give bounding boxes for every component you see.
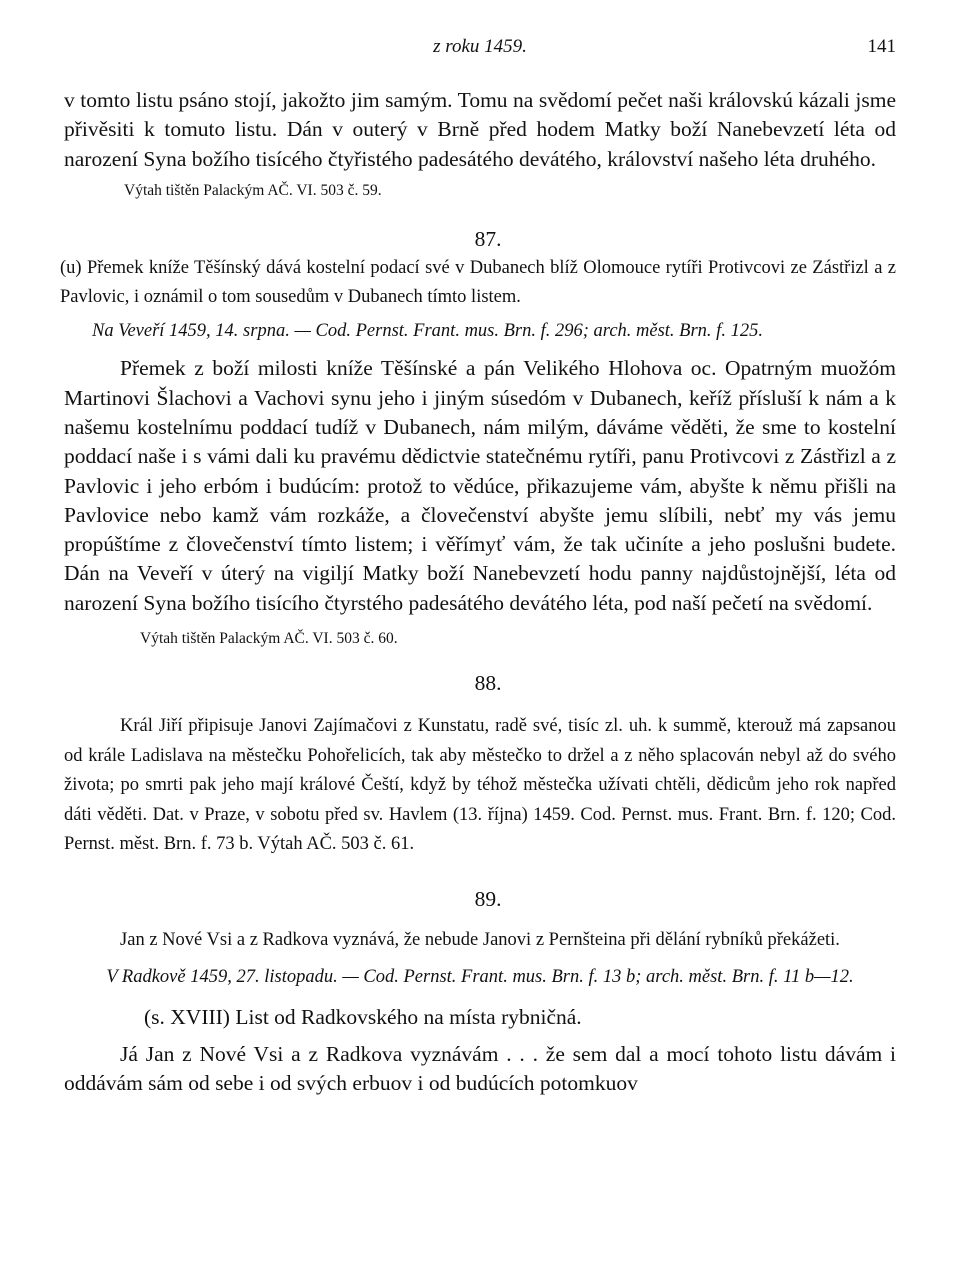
running-title: z roku 1459. bbox=[433, 36, 527, 57]
section-87-regest: (u) Přemek kníže Těšínský dává kostelní podací své v Dubanech blíž Olomouce rytíři Protivcovi ze Zástřizl a z Pavlovic, i oznámil o tom sousedům v Dubanech tímto listem. bbox=[60, 257, 896, 308]
section-number-88: 88. bbox=[474, 671, 502, 696]
section-89-source: V Radkově 1459, 27. listopadu. — Cod. Pernst. Frant. mus. Brn. f. 13 b; arch. měst. Brn. f. 11 b—12. bbox=[106, 967, 854, 988]
section-number-89: 89. bbox=[474, 886, 502, 911]
section-88-text: Král Jiří připisuje Janovi Zajímačovi z Kunstatu, radě své, tisíc zl. uh. k summě, kterouž má zapsanou od krále Ladislava na městečku Pohořelicích, tak aby městečko to držel a z něho splacován nebyl až do svého života; po smrti pak jeho mají králové Čeští, když by téhož městečka užívati chtěli, dědicům jeho rok napřed dáti věděti. Dat. v Praze, v sobotu před sv. Havlem (13. října) 1459. Cod. Pernst. mus. Frant. Brn. f. 120; Cod. Pernst. měst. Brn. f. 73 b. Výtah AČ. 503 č. 61. bbox=[64, 716, 896, 855]
section-89-text: Já Jan z Nové Vsi a z Radkova vyznávám . . . že sem dal a mocí tohoto listu dávám i oddávám sám od sebe i od svých erbuov i od budúcích potomkuov bbox=[64, 1041, 896, 1096]
intro-print-note: Výtah tištěn Palackým AČ. VI. 503 č. 59. bbox=[124, 181, 382, 199]
section-87-text: Přemek z boží milosti kníže Těšínské a pán Velikého Hlohova oc. Opatrným muožóm Martinovi Šlachovi a Vachovi synu jeho i jiným súsedóm v Dubanech, keříž přísluší k nám a k našemu kostelnímu poddací tudíž v Dubanech, nám milým, dáváme věděti, že sme to kostelní poddací naše i s vámi dali ku pravému dědictvie statečnému rytíři, panu Protivcovi z Zástřizl a z Pavlovic i jeho erbóm i budúcím: protož to vědúce, přikazujeme vám, abyšte k němu přišli na Pavlovice nebo kamž vám rozkáže, a človečenství abyšte jemu slíbili, nebť my vás jemu propúštíme z človečenství tímto listem; i věřímyť vám, že tak učiníte a jeho poslušni budete. Dán na Veveří v úterý na vigiljí Matky boží Nanebevzetí hodu panny najdůstojnější, léta od narození Syna božího tisícího čtyrstého padesátého devátého léta, pod naší pečetí na svědomí. bbox=[64, 356, 896, 615]
section-number-87: 87. bbox=[474, 226, 502, 251]
section-87-source: Na Veveří 1459, 14. srpna. — Cod. Pernst. Frant. mus. Brn. f. 296; arch. měst. Brn. f. 125. bbox=[92, 320, 763, 341]
running-header bbox=[64, 36, 896, 70]
intro-paragraph: v tomto listu psáno stojí, jakožto jim samým. Tomu na svědomí pečet naši královskú kázali jsme přivěsiti k tomuto listu. Dán v outerý v Brně před hodem Matky boží Nanebevzetí léta od narození Syna božího tisícého čtyřistého padesátého devátého, království našeho léta druhého. bbox=[64, 88, 896, 171]
page-number: 141 bbox=[867, 36, 896, 57]
section-89-heading: (s. XVIII) List od Radkovského na místa rybničná. bbox=[144, 1004, 582, 1029]
section-87-print-note: Výtah tištěn Palackým AČ. VI. 503 č. 60. bbox=[140, 630, 398, 648]
section-89-regest: Jan z Nové Vsi a z Radkova vyznává, že nebude Janovi z Pernšteina při dělání rybníků překážeti. bbox=[120, 929, 840, 950]
document-page bbox=[60, 36, 896, 1098]
